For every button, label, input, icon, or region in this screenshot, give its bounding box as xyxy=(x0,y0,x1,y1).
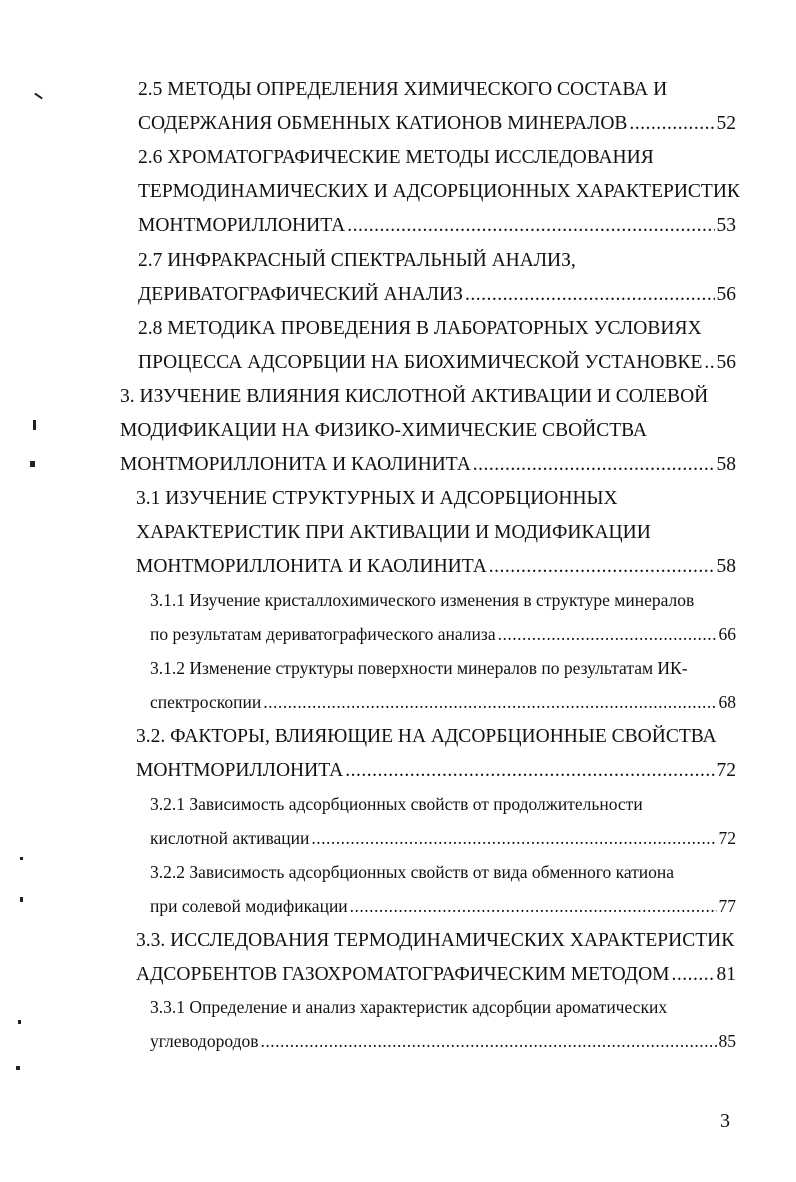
toc-entry-3-line3: МОНТМОРИЛЛОНИТА И КАОЛИНИТА xyxy=(120,454,471,475)
dot-leader xyxy=(311,830,716,848)
toc-entry-3-1[interactable] xyxy=(136,557,736,577)
toc-page-number: 81 xyxy=(716,964,736,985)
toc-entry-3-2-line1: 3.2. ФАКТОРЫ, ВЛИЯЮЩИЕ НА АДСОРБЦИОННЫЕ СВОЙСТВА xyxy=(136,726,717,747)
scan-speck xyxy=(30,461,35,467)
scan-speck xyxy=(34,93,43,100)
toc-entry-2-6-line2: ТЕРМОДИНАМИЧЕСКИХ И АДСОРБЦИОННЫХ ХАРАКТЕРИСТИК xyxy=(138,181,740,202)
scan-speck xyxy=(18,1020,21,1024)
dot-leader xyxy=(672,965,715,985)
toc-entry-3-2-1-line2: кислотной активации xyxy=(150,828,310,848)
toc-entry-3-1-1-line1: 3.1.1 Изучение кристаллохимического изменения в структуре минералов xyxy=(150,590,695,610)
toc-page-number: 77 xyxy=(718,896,736,916)
toc-page-number: 68 xyxy=(718,692,736,712)
toc-entry-3-3-1-line1: 3.3.1 Определение и анализ характеристик адсорбции ароматических xyxy=(150,997,668,1017)
toc-entry-3-2[interactable] xyxy=(136,761,736,781)
toc-page-number: 52 xyxy=(716,113,736,134)
toc-page-number: 58 xyxy=(716,454,736,475)
dot-leader xyxy=(350,898,717,916)
toc-entry-3-1-2-line2: спектроскопии xyxy=(150,692,262,712)
toc-entry-2-8[interactable] xyxy=(138,353,736,373)
page-number: 3 xyxy=(720,1110,730,1132)
toc-page-number: 72 xyxy=(718,828,736,848)
toc-entry-3-2-line2: МОНТМОРИЛЛОНИТА xyxy=(136,760,344,781)
toc-entry-2-5[interactable] xyxy=(138,114,736,134)
toc-entry-3-3-line2: АДСОРБЕНТОВ ГАЗОХРОМАТОГРАФИЧЕСКИМ МЕТОДОМ xyxy=(136,964,670,985)
dot-leader xyxy=(489,557,715,577)
toc-entry-3-1-line2: ХАРАКТЕРИСТИК ПРИ АКТИВАЦИИ И МОДИФИКАЦИИ xyxy=(136,522,651,543)
toc-entry-3-1-2-line1: 3.1.2 Изменение структуры поверхности минералов по результатам ИК- xyxy=(150,658,688,678)
toc-entry-2-5-line2: СОДЕРЖАНИЯ ОБМЕННЫХ КАТИОНОВ МИНЕРАЛОВ xyxy=(138,113,628,134)
dot-leader xyxy=(345,761,714,781)
scan-speck xyxy=(20,857,23,860)
toc-entry-3-3-1-line2: углеводородов xyxy=(150,1031,259,1051)
toc-entry-2-6[interactable] xyxy=(138,216,736,236)
dot-leader xyxy=(465,285,715,305)
toc-entry-2-8-line2: ПРОЦЕССА АДСОРБЦИИ НА БИОХИМИЧЕСКОЙ УСТАНОВКЕ xyxy=(138,352,703,373)
toc-entry-3-2-1-line1: 3.2.1 Зависимость адсорбционных свойств от продолжительности xyxy=(150,794,643,814)
dot-leader xyxy=(498,626,717,644)
toc-page-number: 56 xyxy=(716,284,736,305)
dot-leader xyxy=(263,694,716,712)
toc-entry-3-2-2-line1: 3.2.2 Зависимость адсорбционных свойств от вида обменного катиона xyxy=(150,862,675,882)
toc-page-number: 56 xyxy=(716,352,736,373)
scan-speck xyxy=(33,420,36,430)
dot-leader xyxy=(629,114,714,134)
toc-entry-3-2-1[interactable] xyxy=(150,830,736,848)
toc-entry-3-1-line1: 3.1 ИЗУЧЕНИЕ СТРУКТУРНЫХ И АДСОРБЦИОННЫХ xyxy=(136,488,618,509)
toc-entry-2-6-line1: 2.6 ХРОМАТОГРАФИЧЕСКИЕ МЕТОДЫ ИССЛЕДОВАНИЯ xyxy=(138,147,654,168)
toc-page-number: 53 xyxy=(716,215,736,236)
dot-leader xyxy=(473,455,715,475)
toc-entry-3-1-2[interactable] xyxy=(150,694,736,712)
scan-speck xyxy=(16,1066,20,1070)
dot-leader xyxy=(347,216,714,236)
toc-entry-3-2-2[interactable] xyxy=(150,898,736,916)
toc-entry-2-6-line3: МОНТМОРИЛЛОНИТА xyxy=(138,215,346,236)
toc-page-number: 85 xyxy=(718,1031,736,1051)
toc-entry-2-7-line2: ДЕРИВАТОГРАФИЧЕСКИЙ АНАЛИЗ xyxy=(138,284,463,305)
toc-entry-3-3-1[interactable] xyxy=(150,1033,736,1051)
toc-entry-3-line1: 3. ИЗУЧЕНИЕ ВЛИЯНИЯ КИСЛОТНОЙ АКТИВАЦИИ И СОЛЕВОЙ xyxy=(120,386,709,407)
toc-entry-3-1-1-line2: по результатам дериватографического анализа xyxy=(150,624,496,644)
toc-page-number: 58 xyxy=(716,556,736,577)
toc-entry-3[interactable] xyxy=(120,455,736,475)
toc-page-number: 66 xyxy=(718,624,736,644)
scan-speck xyxy=(20,897,23,902)
toc-page-number: 72 xyxy=(716,760,736,781)
toc-entry-3-line2: МОДИФИКАЦИИ НА ФИЗИКО-ХИМИЧЕСКИЕ СВОЙСТВА xyxy=(120,420,648,441)
dot-leader xyxy=(261,1033,717,1051)
toc-entry-3-3-line1: 3.3. ИССЛЕДОВАНИЯ ТЕРМОДИНАМИЧЕСКИХ ХАРАКТЕРИСТИК xyxy=(136,930,735,951)
toc-entry-2-5-line1: 2.5 МЕТОДЫ ОПРЕДЕЛЕНИЯ ХИМИЧЕСКОГО СОСТАВА И xyxy=(138,79,668,100)
dot-leader xyxy=(704,353,714,373)
toc-entry-3-3[interactable] xyxy=(136,965,736,985)
toc-entry-2-7-line1: 2.7 ИНФРАКРАСНЫЙ СПЕКТРАЛЬНЫЙ АНАЛИЗ, xyxy=(138,250,576,271)
toc-entry-3-1-1[interactable] xyxy=(150,626,736,644)
toc-entry-3-1-line3: МОНТМОРИЛЛОНИТА И КАОЛИНИТА xyxy=(136,556,487,577)
toc-entry-2-8-line1: 2.8 МЕТОДИКА ПРОВЕДЕНИЯ В ЛАБОРАТОРНЫХ УСЛОВИЯХ xyxy=(138,318,702,339)
toc-entry-2-7[interactable] xyxy=(138,285,736,305)
toc-entry-3-2-2-line2: при солевой модификации xyxy=(150,896,348,916)
